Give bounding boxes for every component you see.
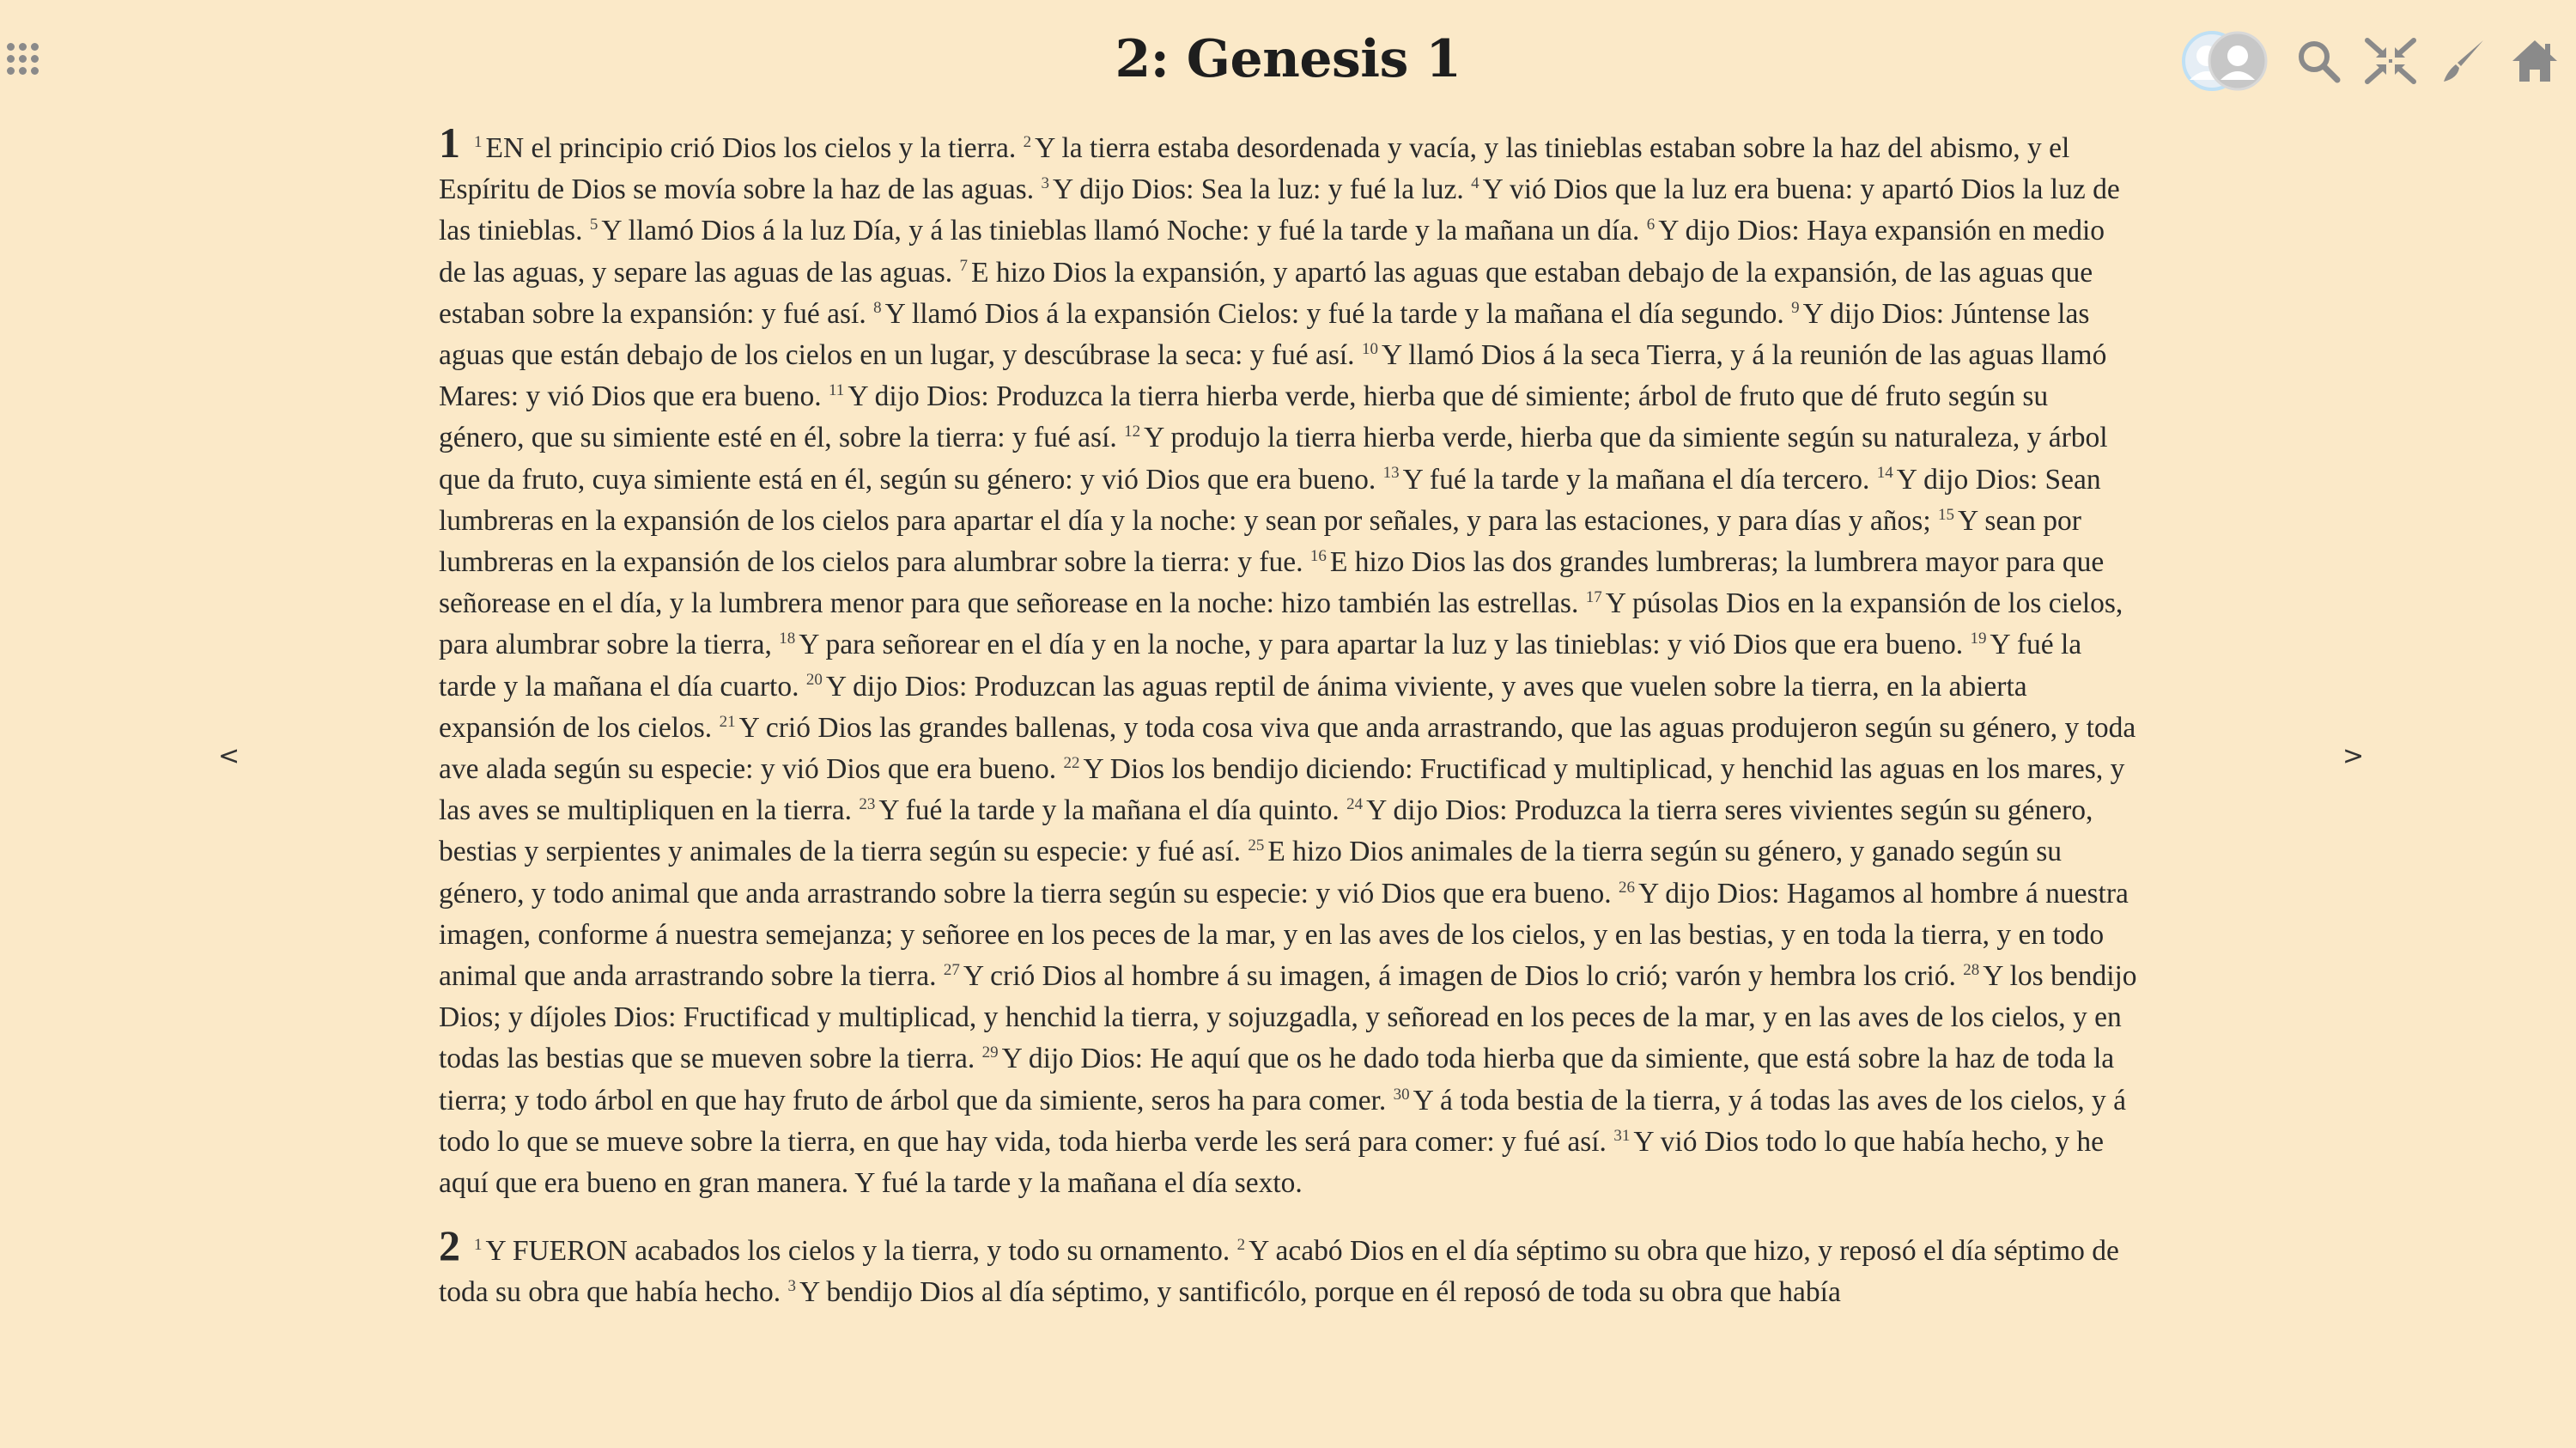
verse[interactable] bbox=[873, 298, 1784, 330]
verse-number: 29 bbox=[981, 1043, 999, 1062]
verse-number: 16 bbox=[1309, 546, 1327, 565]
verse-number: 31 bbox=[1613, 1126, 1631, 1145]
verse-number: 21 bbox=[719, 712, 736, 731]
people-icon[interactable] bbox=[2181, 32, 2275, 90]
verse-text: Y para señorear en el día y en la noche, y para apartar la luz y las tinieblas: y vió Dios que era bueno. bbox=[799, 629, 1964, 661]
verse-number: 9 bbox=[1791, 298, 1800, 317]
chapter-1 bbox=[439, 119, 2139, 1204]
verse-text: Y púsolas Dios en la expansión de los cielos, para alumbrar sobre la tierra, bbox=[439, 587, 2123, 661]
verse-text: Y dijo Dios: He aquí que os he dado toda hierba que da simiente, que está sobre la haz de toda la tierra; y todo árbol en que hay fruto de árbol que da simiente, seros ha para comer. bbox=[439, 1043, 2115, 1116]
home-icon[interactable] bbox=[2506, 32, 2564, 90]
verse-text: Y dijo Dios: Júntense las aguas que están debajo de los cielos en un lugar, y descúbrase la seca: y fué así. bbox=[439, 297, 2090, 372]
verse-text: Y dijo Dios: Sea la luz: y fué la luz. bbox=[1052, 173, 1464, 206]
verse-number: 1 bbox=[474, 1236, 483, 1255]
verse-text: Y fué la tarde y la mañana el día quinto. bbox=[878, 794, 1340, 827]
verse-text: Y acabó Dios en el día séptimo su obra que hizo, y reposó el día séptimo de toda su obra que había hecho. bbox=[439, 1235, 2119, 1309]
verse[interactable] bbox=[474, 1235, 1230, 1267]
verse-number: 7 bbox=[959, 257, 969, 276]
verse-text: Y Dios los bendijo diciendo: Fructificad y multiplicad, y henchid las aguas en los mares, y las aves se multipliquen en la tierra. bbox=[439, 753, 2125, 827]
verse-number: 2 bbox=[1023, 132, 1032, 151]
verse-text: Y bendijo Dios al día séptimo, y santificólo, porque en él reposó de toda su obra que había bbox=[799, 1276, 1841, 1309]
verse-number: 14 bbox=[1876, 464, 1893, 483]
next-chapter-button[interactable]: > bbox=[2342, 741, 2365, 771]
verse-text: Y sean por lumbreras en la expansión de los cielos para alumbrar sobre la tierra: y fue. bbox=[439, 504, 2081, 579]
verse-text: Y llamó Dios á la seca Tierra, y á la reunión de las aguas llamó Mares: y vió Dios que era bueno. bbox=[439, 339, 2107, 413]
verse-text: E hizo Dios animales de la tierra según su género, y ganado según su género, y todo animal que anda arrastrando sobre la tierra según su especie: y vió Dios que era bueno. bbox=[439, 836, 2063, 910]
verse-number: 4 bbox=[1471, 174, 1479, 193]
verse[interactable] bbox=[779, 629, 1963, 660]
verse-number: 13 bbox=[1382, 464, 1400, 483]
verse-number: 1 bbox=[474, 132, 483, 151]
verse-number: 22 bbox=[1063, 753, 1080, 772]
verse-text: E hizo Dios las dos grandes lumbreras; la lumbrera mayor para que señorease en el día, y la lumbrera menor para que señorease en la noche: hizo también las estrellas. bbox=[439, 546, 2105, 620]
verse-number: 19 bbox=[1970, 630, 1987, 648]
verse[interactable] bbox=[590, 215, 1640, 246]
verse-number: 6 bbox=[1646, 216, 1656, 234]
verse-number: 11 bbox=[829, 381, 845, 400]
verse-text: Y los bendijo Dios; y díjoles Dios: Fructificad y multiplicad, y henchid la tierra, y sojuzgadla, y señoread en los peces de la mar, y en las aves de los cielos, y en todas las bestias que se mueven sobre la tierra. bbox=[439, 960, 2137, 1075]
verse-number: 12 bbox=[1124, 423, 1141, 441]
verse-text: Y vió Dios todo lo que había hecho, y he aquí que era bueno en gran manera. Y fué la tarde y la mañana el día sexto. bbox=[439, 1125, 2104, 1200]
verse-number: 15 bbox=[1938, 505, 1955, 524]
verse-text: Y crió Dios al hombre á su imagen, á imagen de Dios lo crió; varón y hembra los crió. bbox=[963, 960, 1956, 993]
verse-text: Y fué la tarde y la mañana el día tercero. bbox=[1402, 463, 1870, 496]
chapter-number: 1 bbox=[439, 119, 460, 167]
verse-number: 10 bbox=[1361, 339, 1378, 358]
verse-text: Y llamó Dios á la luz Día, y á las tinieblas llamó Noche: y fué la tarde y la mañana un día. bbox=[601, 215, 1640, 247]
verse-number: 27 bbox=[943, 960, 960, 979]
verse-text: Y dijo Dios: Produzca la tierra hierba verde, hierba que dé simiente; árbol de fruto que dé fruto según su género, que su simiente esté en él, sobre la tierra: y fué así. bbox=[439, 380, 2049, 454]
verse-number: 28 bbox=[1963, 960, 1980, 979]
toolbar bbox=[2181, 29, 2564, 93]
verse-text: Y á toda bestia de la tierra, y á todas las aves de los cielos, y á todo lo que se mueve sobre la tierra, en que hay vida, toda hierba verde les será para comer: y fué así. bbox=[439, 1084, 2127, 1158]
verse-text: EN el principio crió Dios los cielos y la tierra. bbox=[485, 132, 1017, 164]
verse-number: 24 bbox=[1346, 795, 1364, 814]
chapter-2 bbox=[439, 1221, 2139, 1313]
verse-number: 3 bbox=[1041, 174, 1049, 193]
verse[interactable] bbox=[1383, 464, 1870, 496]
page-title: 2: Genesis 1 bbox=[1115, 29, 1461, 89]
verse-number: 17 bbox=[1585, 588, 1602, 607]
brush-icon[interactable] bbox=[2433, 32, 2492, 90]
chapter-content bbox=[439, 119, 2139, 1338]
previous-chapter-button[interactable]: < bbox=[218, 741, 240, 771]
verse-text: Y produjo la tierra hierba verde, hierba que da simiente según su naturaleza, y árbol que da fruto, cuya simiente está en él, según su género: y vió Dios que era bueno. bbox=[439, 422, 2108, 496]
verse-text: Y llamó Dios á la expansión Cielos: y fué la tarde y la mañana el día segundo. bbox=[884, 297, 1784, 330]
verse-number: 8 bbox=[873, 298, 882, 317]
verse[interactable] bbox=[1041, 173, 1463, 205]
verse-text: Y FUERON acabados los cielos y la tierra, y todo su ornamento. bbox=[485, 1235, 1230, 1268]
verse-number: 2 bbox=[1236, 1236, 1246, 1255]
verse-number: 5 bbox=[589, 216, 598, 234]
verse-text: Y crió Dios las grandes ballenas, y toda cosa viva que anda arrastrando, que las aguas produjeron según su género, y toda ave alada según su especie: y vió Dios que era bueno. bbox=[439, 711, 2136, 786]
search-icon[interactable] bbox=[2289, 32, 2348, 90]
verse-number: 20 bbox=[805, 671, 823, 690]
verse-text: Y vió Dios que la luz era buena: y apartó Dios la luz de las tinieblas. bbox=[439, 173, 2120, 247]
verse-number: 18 bbox=[779, 630, 796, 648]
verse-number: 26 bbox=[1618, 878, 1635, 897]
verse-text: Y dijo Dios: Produzca la tierra seres vivientes según su género, bestias y serpientes y animales de la tierra según su especie: y fué así. bbox=[439, 794, 2093, 868]
verse-number: 30 bbox=[1393, 1085, 1410, 1104]
verse[interactable] bbox=[474, 132, 1016, 164]
verse-number: 25 bbox=[1248, 837, 1265, 855]
verse-text: Y dijo Dios: Haya expansión en medio de las aguas, y separe las aguas de las aguas. bbox=[439, 215, 2105, 289]
verse-text: Y dijo Dios: Sean lumbreras en la expansión de los cielos para apartar el día y la noche: y sean por señales, y para las estaciones, y para días y años; bbox=[439, 463, 2101, 537]
verse-text: Y la tierra estaba desordenada y vacía, y las tinieblas estaban sobre la haz del abismo, y el Espíritu de Dios se movía sobre la haz de las aguas. bbox=[439, 132, 2070, 206]
chapter-number: 2 bbox=[439, 1221, 460, 1270]
verse-text: Y dijo Dios: Hagamos al hombre á nuestra imagen, conforme á nuestra semejanza; y señoree en los peces de la mar, y en las aves de los cielos, y en las bestias, y en toda la tierra, y en todo animal que anda arrastrando sobre la tierra. bbox=[439, 877, 2129, 993]
verse[interactable] bbox=[788, 1276, 1841, 1308]
verse[interactable] bbox=[859, 794, 1339, 826]
verse-number: 23 bbox=[859, 795, 876, 814]
verse-text: Y fué la tarde y la mañana el día cuarto. bbox=[439, 629, 2082, 703]
verse-text: Y dijo Dios: Produzcan las aguas reptil de ánima viviente, y aves que vuelen sobre la tierra, en la abierta expansión de los cielos. bbox=[439, 670, 2027, 744]
verse[interactable] bbox=[944, 960, 1956, 992]
collapse-icon[interactable] bbox=[2361, 32, 2420, 90]
verse-text: E hizo Dios la expansión, y apartó las aguas que estaban debajo de la expansión, de las aguas que estaban sobre la expansión: y fué así. bbox=[439, 256, 2093, 330]
verse-number: 3 bbox=[787, 1277, 797, 1296]
